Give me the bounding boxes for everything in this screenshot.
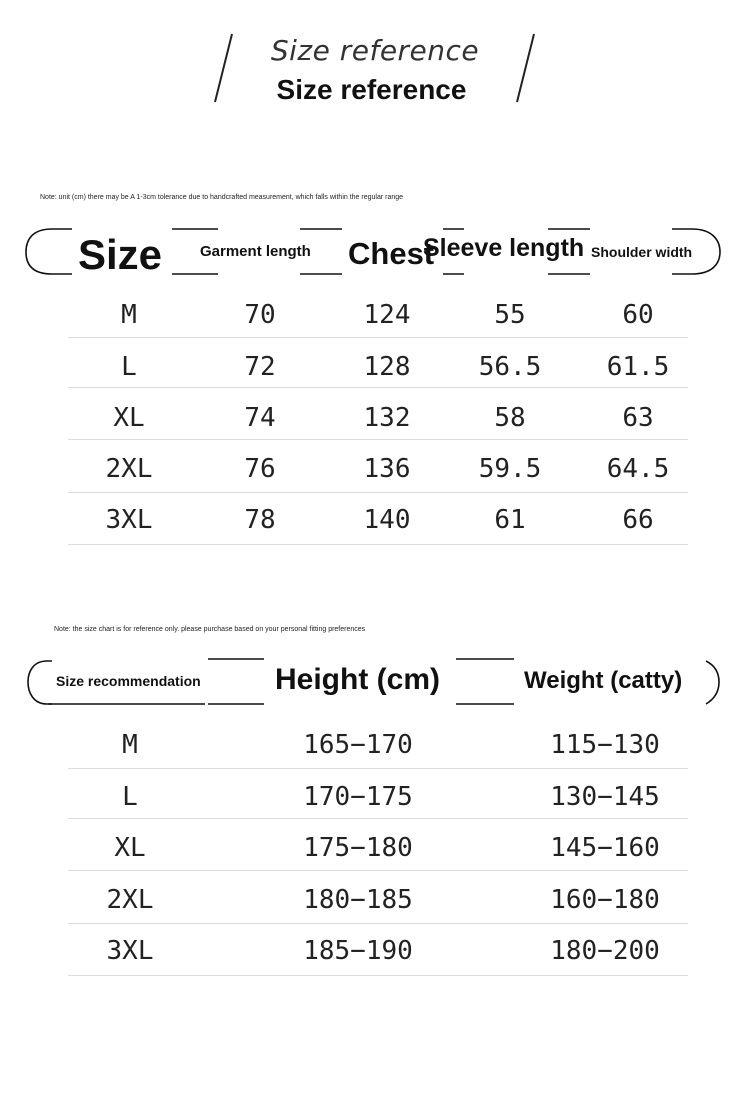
row-divider — [68, 870, 688, 871]
size-chart-cell: 72 — [244, 352, 276, 382]
recommend-chart-cell: 2XL — [106, 885, 154, 915]
header-garment-length: Garment length — [200, 243, 311, 260]
recommend-chart-cell: 165−170 — [303, 730, 413, 760]
size-chart-cell: 61.5 — [606, 352, 670, 382]
header-size-recommendation: Size recommendation — [56, 673, 201, 689]
row-divider — [68, 768, 688, 769]
left-bracket — [26, 229, 72, 274]
recommend-chart-cell: 130−145 — [550, 782, 660, 812]
recommend-chart-cell: 175−180 — [303, 833, 413, 863]
row-divider — [68, 337, 688, 338]
left-bracket — [28, 661, 52, 704]
header-weight: Weight (catty) — [524, 667, 683, 694]
recommend-chart-cell: 3XL — [106, 936, 154, 966]
recommend-chart-cell: 145−160 — [550, 833, 660, 863]
row-divider — [68, 544, 688, 545]
size-chart-cell: L — [121, 352, 137, 382]
recommend-chart-cell: 180−185 — [303, 885, 413, 915]
size-chart-cell: 56.5 — [478, 352, 542, 382]
size-chart-cell: 78 — [244, 505, 276, 535]
page-title: Size reference — [276, 74, 467, 105]
size-chart-cell: 74 — [244, 403, 276, 433]
title-italic: Size reference — [270, 34, 480, 67]
row-divider — [68, 923, 688, 924]
size-chart-cell: 63 — [622, 403, 654, 433]
recommend-chart-cell: 170−175 — [303, 782, 413, 812]
size-chart-cell: 76 — [244, 454, 276, 484]
recommend-chart-cell: L — [122, 782, 138, 812]
recommend-chart-cell: 160−180 — [550, 885, 660, 915]
header-chest: Chest — [348, 236, 435, 271]
size-chart-cell: 136 — [363, 454, 411, 484]
size-chart-cell: 132 — [363, 403, 411, 433]
size-chart-cell: 2XL — [105, 454, 153, 484]
size-chart-cell: 3XL — [105, 505, 153, 535]
recommend-chart-cell: 115−130 — [550, 730, 660, 760]
size-chart-cell: XL — [113, 403, 145, 433]
recommend-chart-cell: 180−200 — [550, 936, 660, 966]
row-divider — [68, 439, 688, 440]
recommend-chart-cell: 185−190 — [303, 936, 413, 966]
header-sleeve-length: Sleeve length — [423, 234, 585, 262]
size-chart-cell: 59.5 — [478, 454, 542, 484]
header-size: Size — [78, 231, 163, 278]
row-divider — [68, 492, 688, 493]
size-chart-cell: 58 — [494, 403, 526, 433]
size-chart-cell: 128 — [363, 352, 411, 382]
recommend-chart-cell: XL — [114, 833, 146, 863]
size-chart-cell: 64.5 — [606, 454, 670, 484]
size-chart-cell: 55 — [494, 300, 526, 330]
recommend-chart-cell: M — [122, 730, 138, 760]
size-chart-cell: 124 — [363, 300, 411, 330]
right-bracket — [706, 661, 719, 704]
size-chart-cell: 70 — [244, 300, 276, 330]
row-divider — [68, 818, 688, 819]
row-divider — [68, 975, 688, 976]
header-height: Height (cm) — [275, 663, 440, 696]
size-chart-cell: 60 — [622, 300, 654, 330]
row-divider — [68, 387, 688, 388]
recommend-chart-note: Note: the size chart is for reference only. please purchase based on your personal fitting preferences — [54, 626, 366, 633]
size-chart-note: Note: unit (cm) there may be A 1-3cm tolerance due to handcrafted measurement, which falls within the regular range — [40, 194, 404, 201]
size-chart-cell: 61 — [494, 505, 526, 535]
header-shoulder-width: Shoulder width — [591, 244, 693, 260]
size-chart-cell: 66 — [622, 505, 654, 535]
size-chart-cell: 140 — [363, 505, 411, 535]
size-chart-cell: M — [121, 300, 137, 330]
